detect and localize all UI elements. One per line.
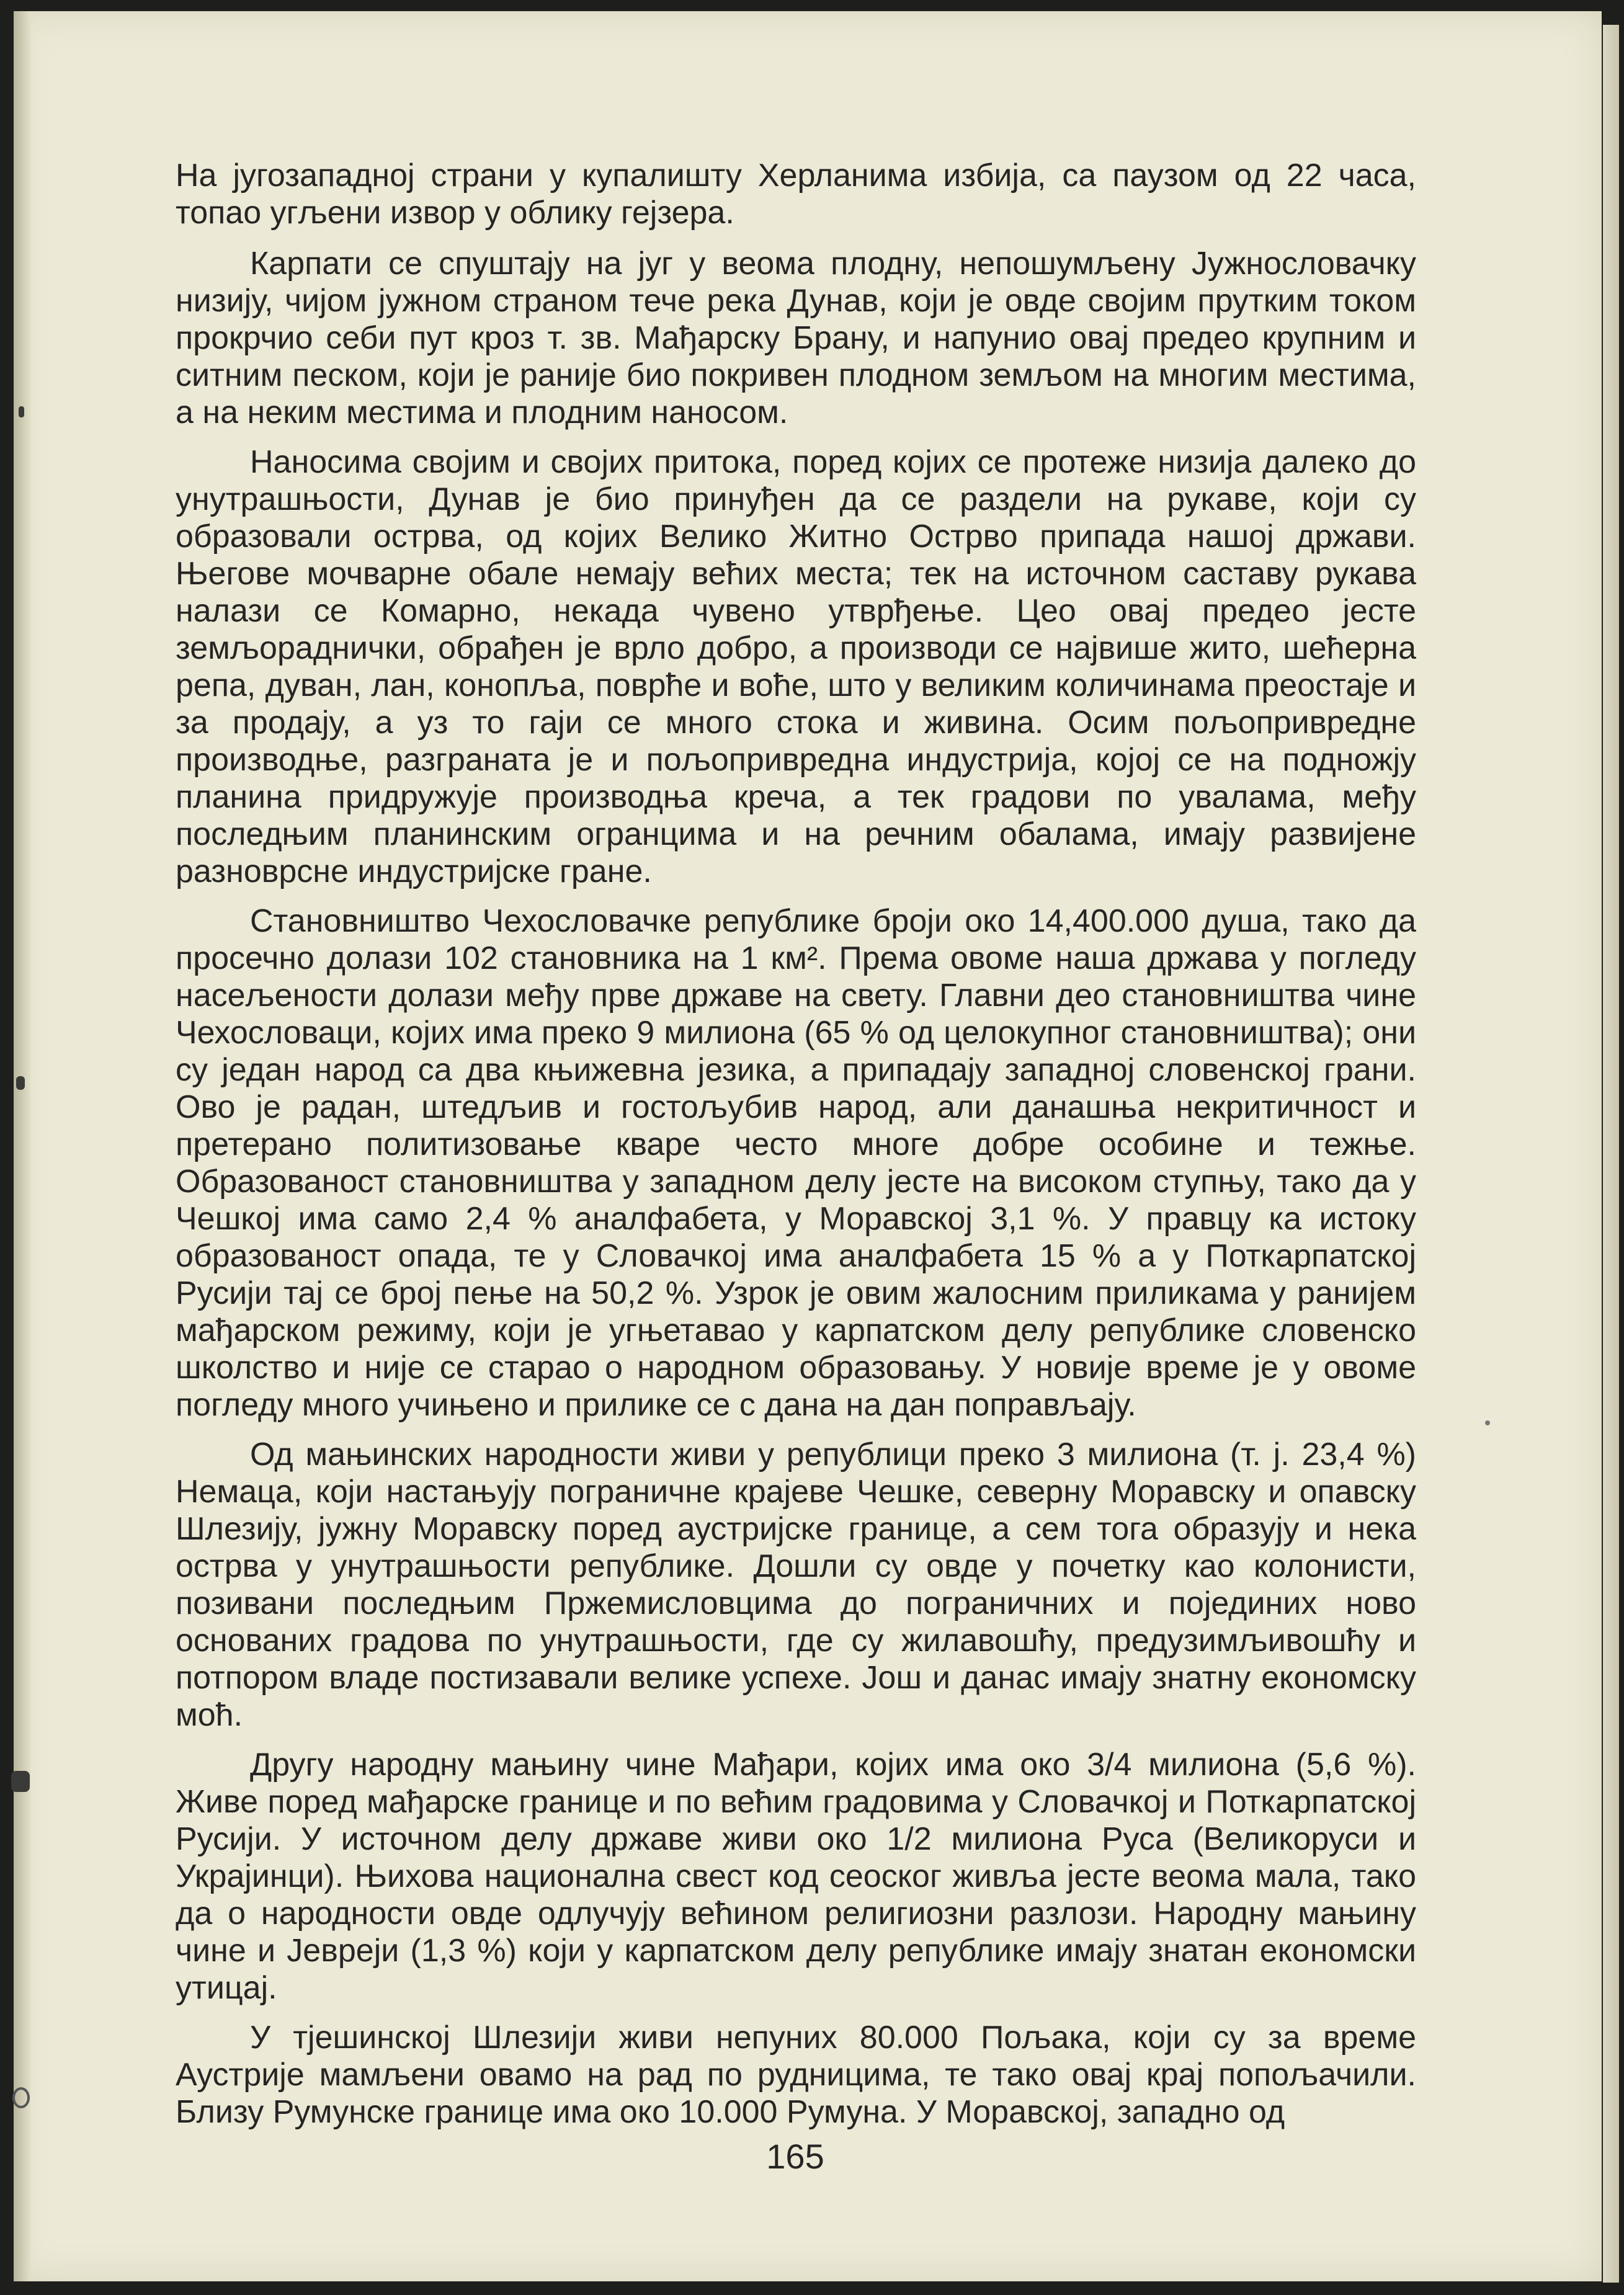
paragraph: Становништво Чехословачке републике броји око 14,400.000 душа, тако да просечно долази 102 становника на 1 км². Према овоме наша држава у погледу насељености долази међу прве државе на свету. Главни део становништва чине Чехословаци, којих има преко 9 милиона (65 % од целокупног становништва); они су један народ са два књижевна језика, а припадају западној словенској грани. Ово је радан, штедљив и гостољубив народ, али данашња некритичност и претерано политизовање кваре често многе добре особине и тежње. Образованост становништва у западном делу јесте на високом ступњу, тако да у Чешкој има само 2,4 % аналфабета, у Моравској 3,1 %. У правцу ка истоку образованост опада, те у Словачкој има аналфабета 15 % а у Поткарпатској Русији тај се број пење на 50,2 %. Узрок је овим жалосним приликама у ранијем мађарском режиму, који је угњетавао у карпатском делу републике словенско школство и није се старао о народном образовању. У новије време је у овоме погледу много учињено и прилике се с дана на дан поправљају. <box>176 903 1416 1423</box>
page-binding-shadow <box>14 11 31 2281</box>
page-number: 165 <box>766 2137 824 2176</box>
paper-speck <box>1485 1420 1490 1425</box>
paragraph: Карпати се спуштају на југ у веома плодну, непошумљену Јужнословачку низију, чијом јужном страном тече река Дунав, који је овде својим прутким током прокрчио себи пут кроз т. зв. Мађарску Брану, и напунио овај предео крупним и ситним песком, који је раније био покривен плодном земљом на многим местима, а на неким местима и плодним наносом. <box>176 246 1416 430</box>
binding-clip <box>11 1771 30 1792</box>
binding-mark <box>16 1076 25 1090</box>
paragraph: Другу народну мањину чине Мађари, којих има око 3/4 милиона (5,6 %). Живе поред мађарске границе и по већим градовима у Словачкој и Поткарпатској Русији. У источном делу државе живи око 1/2 милиона Руса (Великоруси и Украјинци). Њихова национална свест код сеоског живља јесте веома мала, тако да о народности овде одлучују већином религиозни разлози. Народну мањину чине и Јевреји (1,3 %) који у карпатском делу републике имају знатан економски утицај. <box>176 1747 1416 2006</box>
page-edge <box>1603 25 1619 2283</box>
paragraph: На југозападној страни у купалишту Херланима избија, са паузом од 22 часа, топао угљени извор у облику гејзера. <box>176 158 1416 231</box>
binding-mark <box>19 406 24 417</box>
paragraph: Наносима својим и својих притока, поред којих се протеже низија далеко до унутрашњости, Дунав је био принуђен да се раздели на рукаве, који су образовали острва, од којих Велико Житно Острво припада нашој држави. Његове мочварне обале немају већих места; тек на источном саставу рукава налази се Комарно, некада чувено утврђење. Цео овај предео јесте земљораднички, обрађен је врло добро, а производи се највише жито, шећерна репа, дуван, лан, конопља, поврће и воће, што у великим количинама преостаје и за продају, а уз то гаји се много стока и живина. Осим пољопривредне производње, разграната је и пољопривредна индустрија, којој се на подножју планина придружује производња креча, а тек градови по увалама, међу последњим планинским огранцима и на речним обалама, имају развијене разноврсне индустријске гране. <box>176 444 1416 889</box>
paragraph: Од мањинских народности живи у републици преко 3 милиона (т. ј. 23,4 %) Немаца, који настањују пограничне крајеве Чешке, северну Моравску и опавску Шлезију, јужну Моравску поред аустријске границе, а сем тога образују и нека острва у унутрашњости републике. Дошли су овде у почетку као колонисти, позивани последњим Пржемисловцима до пограничних и појединих ново основаних градова по унутрашњости, где су жилавошћу, предузимљивошћу и потпором владе постизавали велике успехе. Још и данас имају знатну економску моћ. <box>176 1437 1416 1733</box>
binding-hole <box>12 2087 30 2108</box>
paragraph: У тјешинској Шлезији живи непуних 80.000 Пољака, који су за време Аустрије мамљени овамо на рад по рудницима, те тако овај крај попољачили. Близу Румунске границе има око 10.000 Румуна. У Моравској, западно од <box>176 2020 1416 2130</box>
body-text <box>176 157 1416 2143</box>
